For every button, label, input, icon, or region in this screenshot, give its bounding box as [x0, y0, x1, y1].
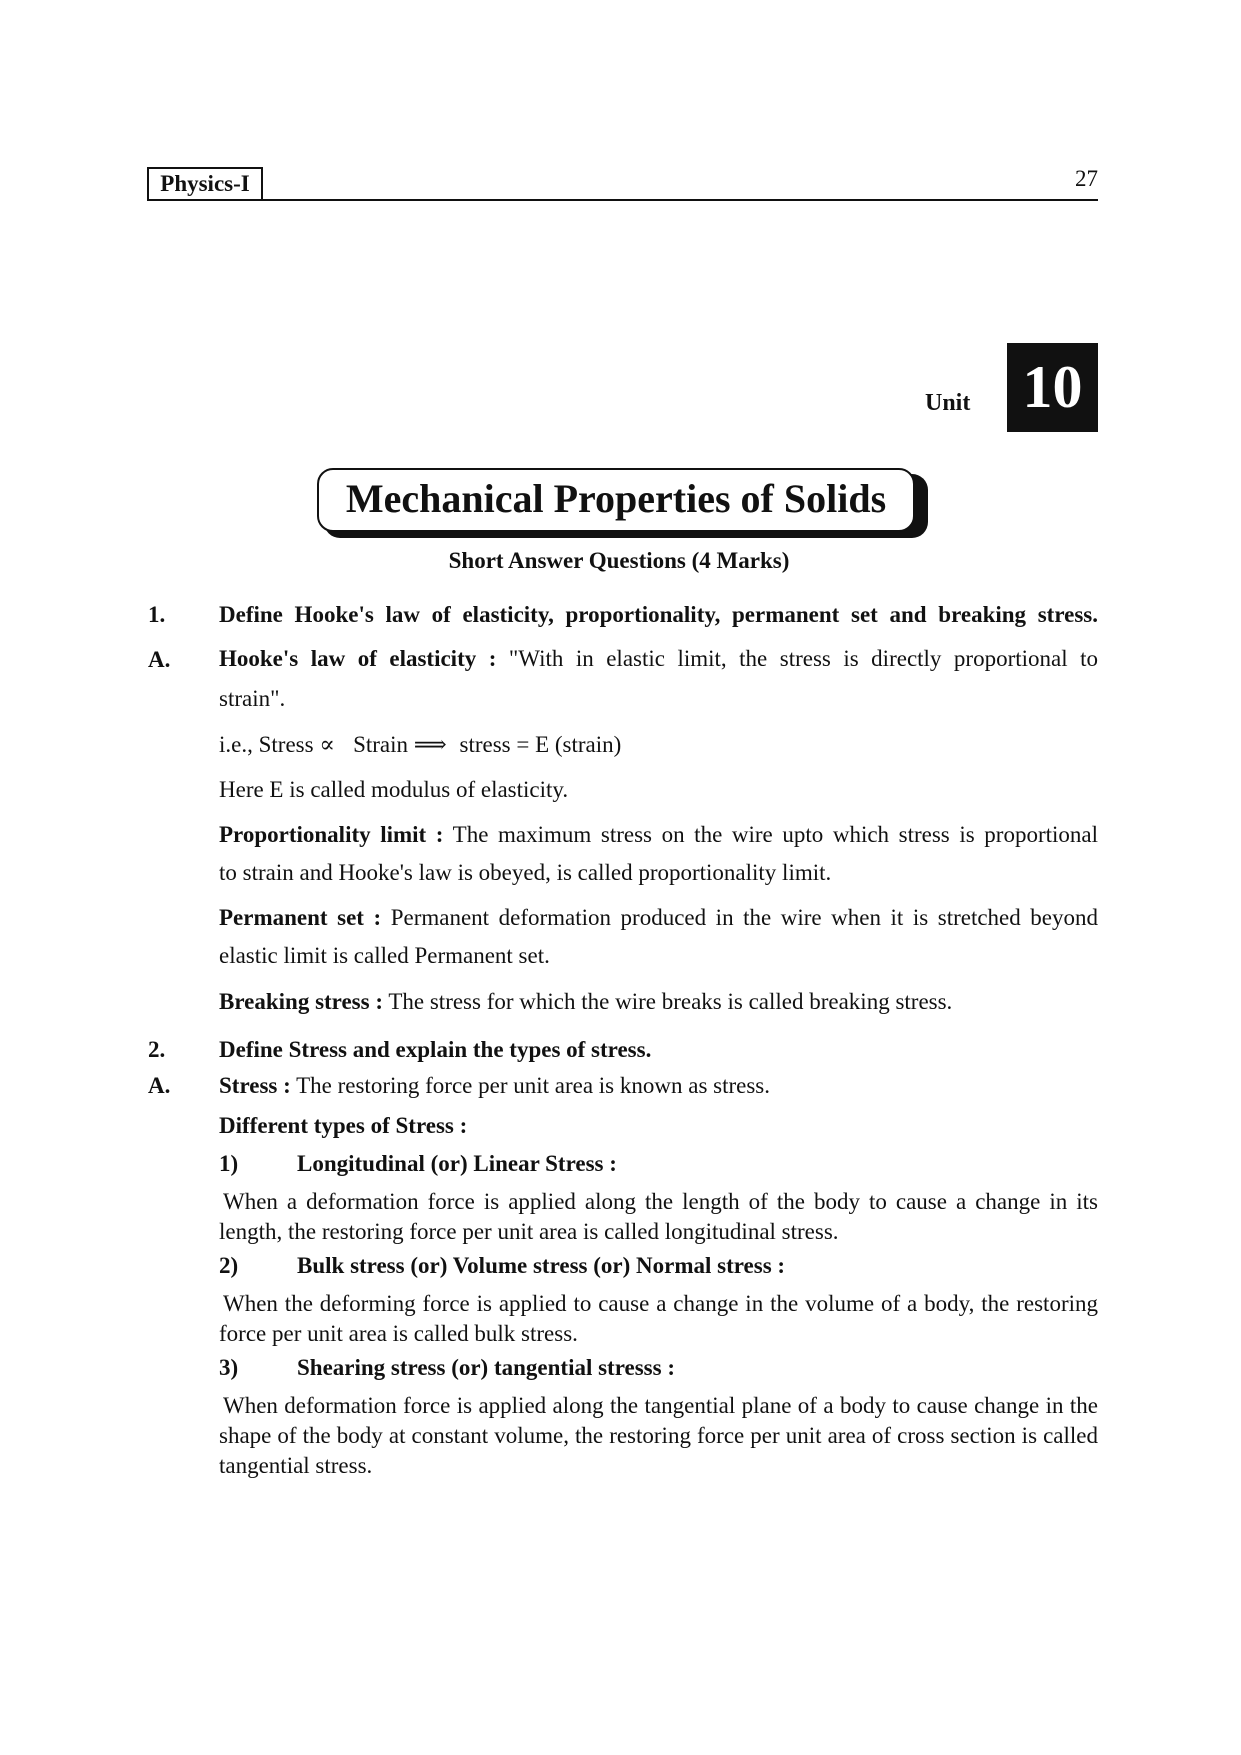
type-number: 2) — [219, 1253, 239, 1278]
prop-definition: The maximum stress on the wire upto which stress is proportional — [452, 822, 1098, 847]
proportional-icon: ∝ — [319, 732, 335, 757]
perm-line-1 — [219, 898, 1098, 938]
break-definition: The stress for which the wire breaks is called breaking stress. — [388, 989, 953, 1014]
type-title: Bulk stress (or) Volume stress (or) Normal stress : — [297, 1253, 786, 1278]
type-title: Shearing stress (or) tangential stresss : — [297, 1355, 675, 1380]
type-description: When the deforming force is applied to cause a change in the volume of a body, the restoring force per unit area is called bulk stress. — [219, 1291, 1098, 1346]
relation-strain: Strain — [353, 732, 409, 757]
relation-stress: i.e., Stress — [219, 732, 314, 757]
hooke-definition: "With in elastic limit, the stress is directly proportional to — [508, 646, 1099, 671]
stress-definition: The restoring force per unit area is known as stress. — [296, 1073, 771, 1098]
prop-term: Proportionality limit : — [219, 822, 444, 847]
prop-line-1 — [219, 815, 1098, 855]
hooke-line-2: strain". — [219, 686, 286, 711]
answer-label: A. — [148, 647, 171, 672]
hooke-term: Hooke's law of elasticity : — [219, 646, 497, 671]
header-rule — [263, 199, 1098, 201]
subject-label: Physics-I — [147, 167, 263, 201]
unit-number: 10 — [1007, 343, 1098, 432]
unit-label: Unit — [925, 390, 971, 416]
modulus-note: Here E is called modulus of elasticity. — [219, 777, 569, 802]
stress-line — [219, 1073, 1098, 1099]
question-text: Define Hooke's law of elasticity, proportionality, permanent set and breaking stress. — [219, 602, 1098, 627]
perm-term: Permanent set : — [219, 905, 382, 930]
hooke-line-1 — [219, 639, 1098, 679]
type-description: When a deformation force is applied along the length of the body to cause a change in its length, the restoring force per unit area is called longitudinal stress. — [219, 1189, 1098, 1244]
type-number: 1) — [219, 1151, 239, 1176]
chapter-title: Mechanical Properties of Solids — [317, 468, 915, 532]
implies-icon: ⟹ — [413, 732, 447, 757]
type-title: Longitudinal (or) Linear Stress : — [297, 1151, 617, 1176]
page-number: 27 — [1075, 166, 1098, 191]
section-heading: Short Answer Questions (4 Marks) — [448, 548, 790, 573]
perm-definition: Permanent deformation produced in the wire when it is stretched beyond — [390, 905, 1099, 930]
perm-line-2: elastic limit is called Permanent set. — [219, 943, 550, 968]
hooke-relation — [219, 725, 1098, 765]
question-number: 1. — [148, 602, 166, 627]
type-number: 3) — [219, 1355, 239, 1380]
relation-formula: stress = E (strain) — [459, 732, 622, 757]
answer-label: A. — [148, 1073, 171, 1098]
types-heading: Different types of Stress : — [219, 1113, 468, 1138]
type-description: When deformation force is applied along the tangential plane of a body to cause change in the shape of the body at constant volume, the restoring force per unit area of cross section is called tangential stress. — [219, 1393, 1098, 1478]
question-number: 2. — [148, 1037, 166, 1062]
break-term: Breaking stress : — [219, 989, 383, 1014]
stress-term: Stress : — [219, 1073, 291, 1098]
prop-line-2: to strain and Hooke's law is obeyed, is called proportionality limit. — [219, 860, 832, 885]
question-text: Define Stress and explain the types of stress. — [219, 1037, 652, 1062]
break-line — [219, 982, 1098, 1022]
